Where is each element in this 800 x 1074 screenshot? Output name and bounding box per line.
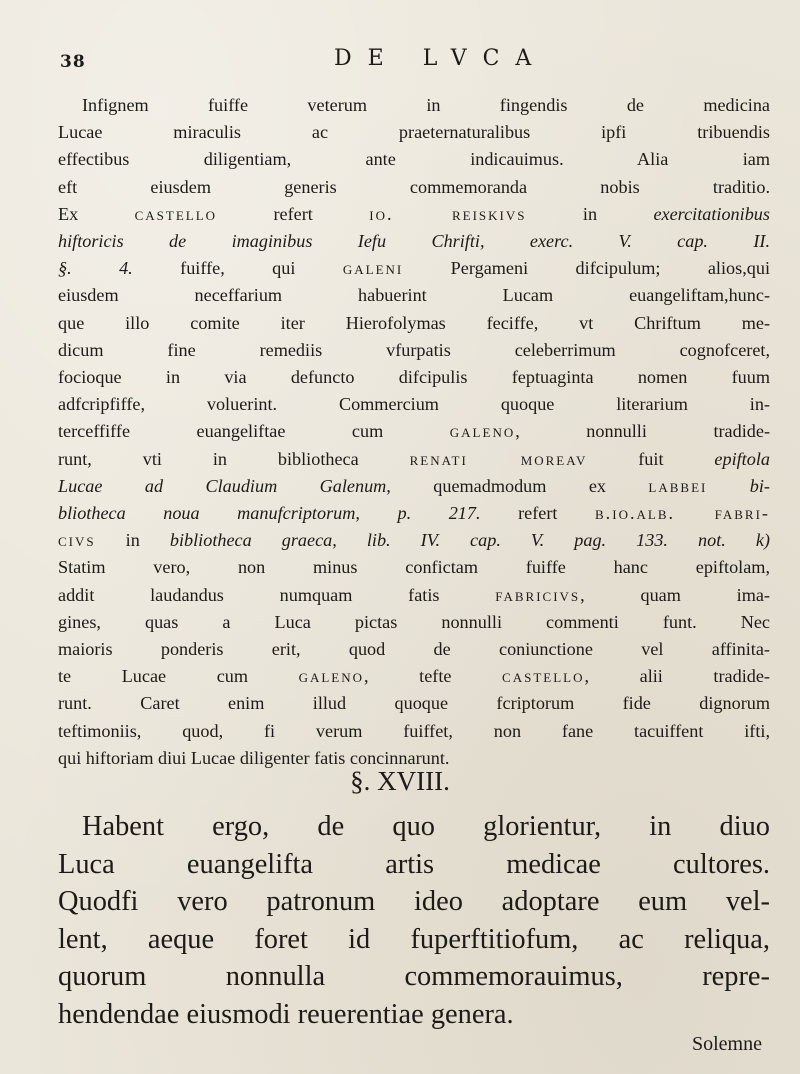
text-run: fuiffe, qui [132, 258, 343, 279]
text-line: Quodfi vero patronum ideo adoptare eum vel- [58, 886, 770, 917]
text-line [58, 418, 770, 445]
text-line: hendendae eiusmodi reuerentiae genera. [58, 998, 514, 1030]
text-line: gines, quas a Luca pictas nonnulli commenti funt. Nec [58, 611, 770, 632]
text-run: refert [217, 203, 370, 224]
author-name: io. reiskivs [369, 203, 527, 224]
text-line: adfcripfiffe, voluerint. Commercium quoque literarium in- [58, 394, 770, 415]
author-name: castello [134, 203, 218, 224]
citation: §. 4. [58, 258, 133, 279]
text-line: qui hiftoriam diui Lucae diligenter fatis concinnarunt. [58, 747, 450, 768]
text-line: Luca euangelifta artis medicae cultores. [58, 848, 770, 880]
text-line [58, 201, 770, 228]
page-number: 38 [60, 52, 86, 72]
text-line: Infignem fuiffe veterum in fingendis de medicina [82, 95, 770, 115]
text-line: Statim vero, non minus confictam fuiffe hanc epiftolam, [58, 557, 770, 578]
text-line: maioris ponderis erit, quod de coniunctione vel affinita- [58, 639, 770, 660]
paragraph-main [58, 92, 770, 772]
text-line: eiusdem neceffarium habuerint Lucam euangeliftam,hunc- [58, 285, 770, 306]
catchword: Solemne [692, 1033, 762, 1055]
text-line [58, 500, 770, 527]
text-line: Lucae miraculis ac praeternaturalibus ipfi tribuendis [58, 122, 770, 143]
author-name: galeno [449, 421, 516, 442]
work-title: Lucae ad Claudium Galenum, [58, 475, 391, 496]
text-line [58, 446, 770, 473]
text-run: , nonnulli tradide- [515, 421, 770, 442]
work-title: bibliotheca graeca, lib. IV. cap. V. pag. 133. not. k) [169, 530, 770, 551]
page-header [58, 46, 758, 78]
text-run: in [95, 530, 170, 551]
text-run: bi- [707, 475, 770, 496]
text-line [58, 473, 770, 500]
running-head: DE LVCA [334, 46, 548, 71]
text-line: effectibus diligentiam, ante indicauimus. Alia iam [58, 149, 770, 170]
text-run: te Lucae cum [58, 666, 299, 687]
text-line [58, 663, 770, 690]
text-run: in [526, 203, 654, 224]
text-line: focioque in via defuncto difcipulis feptuaginta nomen fuum [58, 367, 770, 388]
author-name: galeni [342, 258, 404, 279]
text-run: addit laudandus numquam fatis [58, 584, 496, 605]
author-name: civs [58, 530, 96, 551]
author-name: galeno [298, 666, 365, 687]
text-line: dicum fine remediis vfurpatis celeberrimum cognofceret, [58, 339, 770, 360]
text-run: , alii tradide- [584, 666, 770, 687]
text-line: runt. Caret enim illud quoque fcriptorum fide dignorum [58, 693, 770, 714]
author-name: b.io.alb. fabri- [595, 503, 770, 524]
paragraph-section-xviii [58, 808, 770, 1033]
text-line [58, 527, 770, 554]
text-line [58, 255, 770, 282]
text-line: Habent ergo, de quo glorientur, in diuo [82, 811, 770, 842]
text-line: quorum nonnulla commemorauimus, repre- [58, 961, 770, 992]
text-run: fuit [587, 448, 715, 469]
author-name: labbei [648, 475, 708, 496]
work-title: epiftola [714, 448, 770, 469]
text-run: , tefte [364, 666, 503, 687]
author-name: fabricivs [495, 584, 581, 605]
text-line: lent, aeque foret id fuperftitiofum, ac reliqua, [58, 923, 770, 955]
text-run: Pergameni difcipulum; alios,qui [403, 258, 770, 279]
text-line: que illo comite iter Hierofolymas feciffe, vt Chriftum me- [58, 312, 770, 333]
text-line: eft eiusdem generis commemoranda nobis traditio. [58, 176, 770, 197]
section-heading: §. XVIII. [350, 766, 450, 796]
text-line: hiftoricis de imaginibus Iefu Chrifti, exerc. V. cap. II. [58, 231, 770, 252]
text-run: terceffiffe euangeliftae cum [58, 421, 450, 442]
text-run: , quam ima- [580, 584, 770, 605]
text-run: runt, vti in bibliotheca [58, 448, 410, 469]
text-run: Ex [58, 203, 135, 224]
text-run: quemadmodum ex [390, 475, 649, 496]
text-run: refert [480, 503, 596, 524]
work-title: bliotheca noua manufcriptorum, p. 217. [58, 503, 481, 524]
work-title: exercitationibus [653, 203, 770, 224]
author-name: renati moreav [409, 448, 588, 469]
author-name: castello [502, 666, 585, 687]
text-line [58, 582, 770, 609]
text-line: teftimoniis, quod, fi verum fuiffet, non fane tacuiffent ifti, [58, 720, 770, 741]
